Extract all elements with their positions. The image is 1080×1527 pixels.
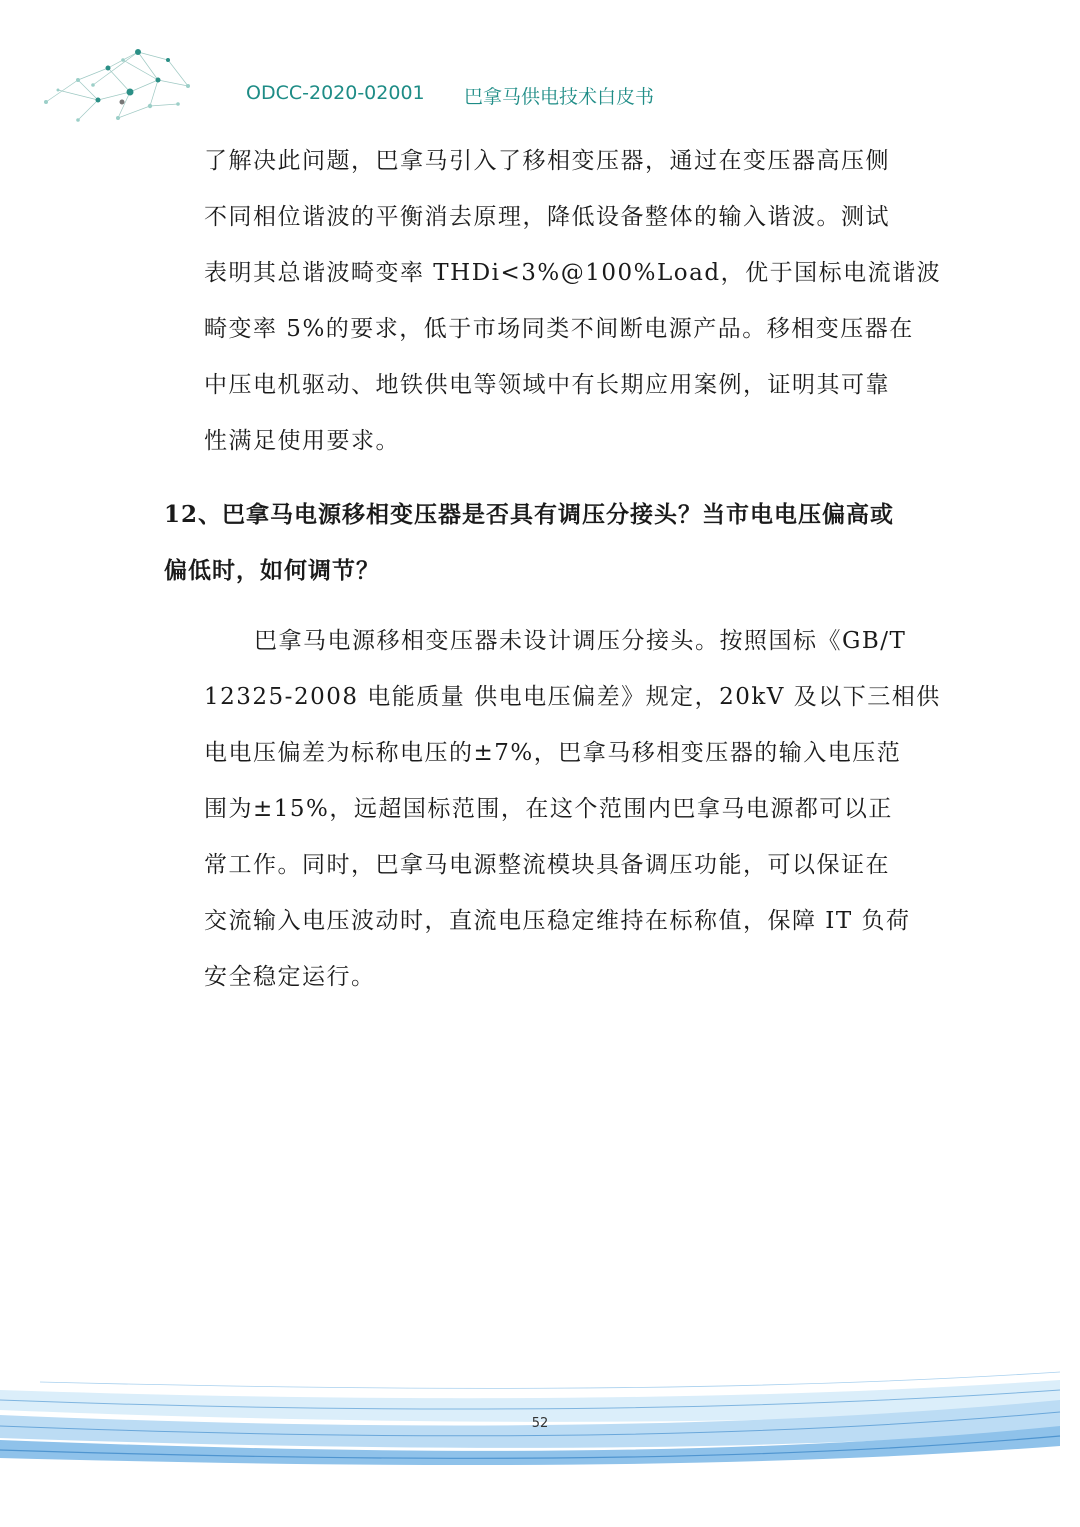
paragraph-line: 表明其总谐波畸变率 THDi<3%@100%Load，优于国标电流谐波 <box>204 260 942 286</box>
document-title: 巴拿马供电技术白皮书 <box>464 86 655 108</box>
paragraph-line: 电电压偏差为标称电压的±7%，巴拿马移相变压器的输入电压范 <box>204 740 902 766</box>
paragraph-line: 性满足使用要求。 <box>204 428 400 454</box>
network-logo-icon <box>38 40 198 130</box>
footer-wave-decoration <box>0 1360 1080 1470</box>
paragraph-line: 围为±15%，远超国标范围，在这个范围内巴拿马电源都可以正 <box>204 796 893 822</box>
page-number: 52 <box>531 1416 549 1431</box>
question-heading-line: 偏低时，如何调节？ <box>164 557 380 584</box>
question-heading-line: 12、巴拿马电源移相变压器是否具有调压分接头？当市电电压偏高或 <box>164 501 895 528</box>
paragraph-line: 不同相位谐波的平衡消去原理，降低设备整体的输入谐波。测试 <box>204 204 890 230</box>
paragraph-line: 中压电机驱动、地铁供电等领域中有长期应用案例，证明其可靠 <box>204 372 890 398</box>
paragraph-line: 了解决此问题，巴拿马引入了移相变压器，通过在变压器高压侧 <box>204 148 890 174</box>
paragraph-line: 交流输入电压波动时，直流电压稳定维持在标称值，保障 IT 负荷 <box>204 908 911 934</box>
paragraph-line: 畸变率 5%的要求，低于市场同类不间断电源产品。移相变压器在 <box>204 316 914 342</box>
document-code: ODCC-2020-02001 <box>246 82 425 104</box>
paragraph-line: 12325-2008 电能质量 供电电压偏差》规定，20kV 及以下三相供 <box>204 684 941 710</box>
paragraph-line: 常工作。同时，巴拿马电源整流模块具备调压功能，可以保证在 <box>204 852 890 878</box>
paragraph-line: 巴拿马电源移相变压器未设计调压分接头。按照国标《GB/T <box>254 628 907 654</box>
paragraph-line: 安全稳定运行。 <box>204 964 376 990</box>
